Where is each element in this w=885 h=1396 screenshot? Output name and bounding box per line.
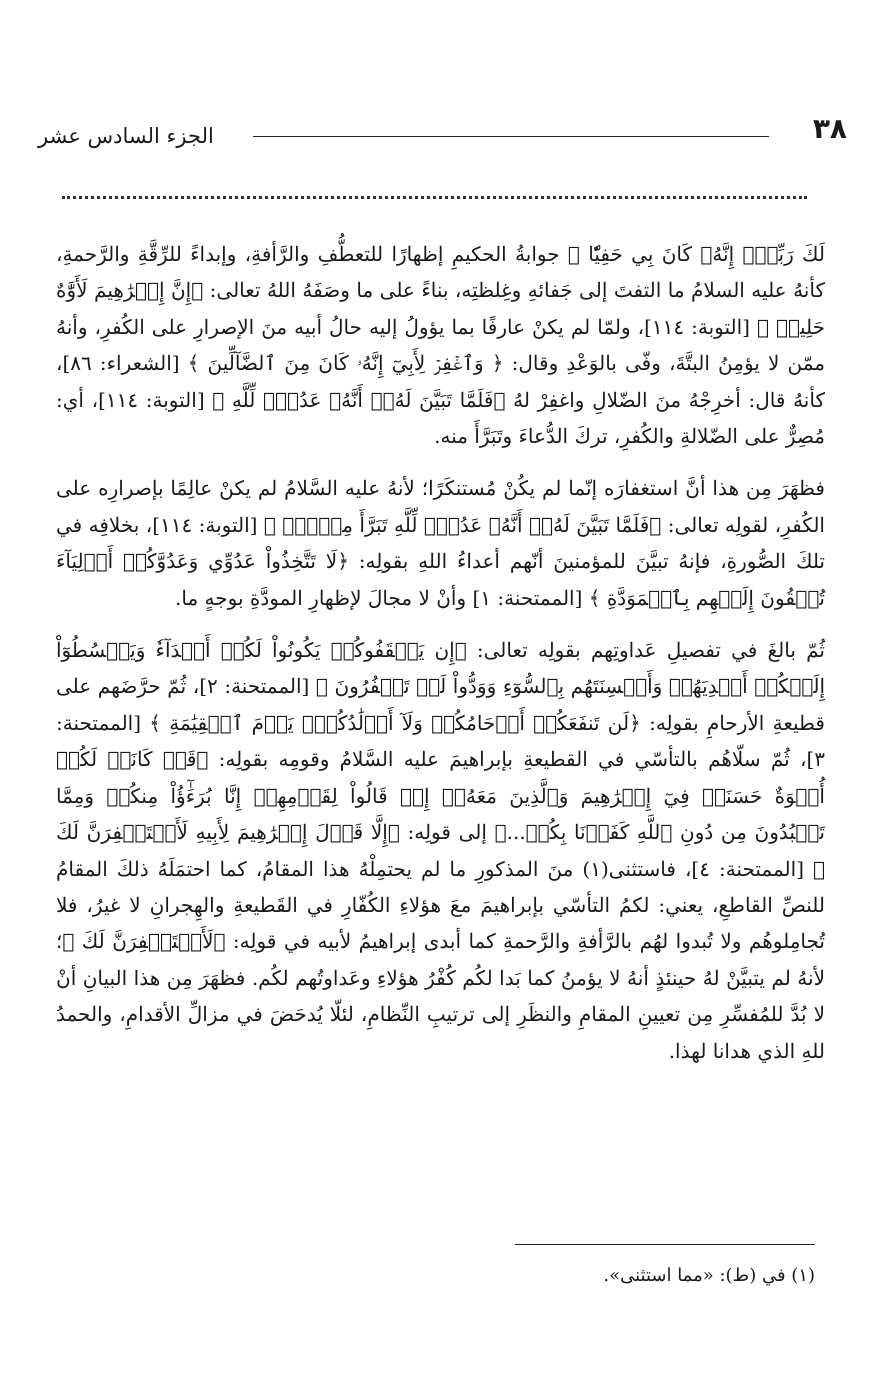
paragraph-1: لَكَ رَبِّيٓۖ إِنَّهُۥ كَانَ بِي حَفِيّٗا ﴾ جوابةُ الحكيمِ إظهارًا للتعطُّفِ والرَّأفةِ، وإبداءً للرِّقَّةِ والرَّحمةِ، كأنهُ عليه السلامُ ما التفتَ إلى جَفائهِ وغِلظتِه، بناءً على ما وصَفَهُ اللهُ تعالى: ﴿إِنَّ إِبۡرَٰهِيمَ لَأَوَّٰهٌ حَلِيمٞ ﴾ [التوبة: ١١٤]، ولمّا لم يكنْ عارفًا بما يؤولُ إليه حالُ أبيه منَ الإصرارِ على الكُفرِ، وأنهُ ممّن لا يؤمِنُ البتَّةَ، وفّى بالوَعْدِ وقال: ﴿ وَٱغۡفِرۡ لِأَبِيٓ إِنَّهُۥ كَانَ مِنَ ٱلضَّآلِّينَ ﴾ [الشعراء: ٨٦]، كأنهُ قال: أخرِجْهُ منَ الضّلالِ واغفِرْ لهُ ﴿فَلَمَّا تَبَيَّنَ لَهُۥٓ أَنَّهُۥ عَدُوّٞ لِّلَّهِ ﴾ [التوبة: ١١٤]، أي: مُصِرٌّ على الضّلالةِ والكُفرِ، تركَ الدُّعاءَ وتَبَرَّأَ منه.	[56, 242, 825, 449]
main-text	[56, 236, 825, 1085]
footnote-rule	[515, 1244, 815, 1245]
paragraph-2: فظهَرَ مِن هذا أنَّ استغفارَه إنّما لم يكُنْ مُستنكَرًا؛ لأنهُ عليه السَّلامُ لم يكنْ عالِمًا بإصرارِه على الكُفرِ، لقولِه تعالى: ﴿فَلَمَّا تَبَيَّنَ لَهُۥٓ أَنَّهُۥ عَدُوّٞ لِّلَّهِ تَبَرَّأَ مِنۡهُۚ ﴾ [التوبة: ١١٤]، بخلافِه في تلكَ الصُّورةِ، فإنهُ تبيَّنَ للمؤمنينَ أنّهم أعداءُ اللهِ بقولِه: ﴿لَا تَتَّخِذُواْ عَدُوِّي وَعَدُوَّكُمۡ أَوۡلِيَآءَ تُلۡقُونَ إِلَيۡهِم بِٱلۡمَوَدَّةِ ﴾ [الممتحنة: ١] وأنْ لا مجالَ لإظهارِ المودَّةِ بوجهٍ ما.	[56, 476, 826, 610]
page-header	[38, 112, 847, 158]
dotted-separator	[62, 196, 807, 209]
volume-title: الجزء السادس عشر	[38, 124, 214, 148]
page-number: ٣٨	[812, 112, 847, 145]
footnote: (١) في (ط): «مما استثنى».	[603, 1265, 815, 1286]
paragraph-3: ثُمّ بالغَ في تفصيلِ عَداوتِهم بقولِه تعالى: ﴿إِن يَثۡقَفُوكُمۡ يَكُونُواْ لَكُمۡ أَعۡدَآءٗ وَيَبۡسُطُوٓاْ إِلَيۡكُمۡ أَيۡدِيَهُمۡ وَأَلۡسِنَتَهُم بِٱلسُّوٓءِ وَوَدُّواْ لَوۡ تَكۡفُرُونَ ﴾ [الممتحنة: ٢]، ثُمّ حرَّضَهم على قطيعةِ الأرحامِ بقولِه: ﴿لَن تَنفَعَكُمۡ أَرۡحَامُكُمۡ وَلَآ أَوۡلَٰدُكُمۡۚ يَوۡمَ ٱلۡقِيَٰمَةِ ﴾ [الممتحنة: ٣]، ثُمّ سلّاهُم بالتأسّي في القطيعةِ بإبراهيمَ عليه السَّلامُ وقومِه بقولِه: ﴿قَدۡ كَانَتۡ لَكُمۡ أُسۡوَةٌ حَسَنَةٞ فِيٓ إِبۡرَٰهِيمَ وَٱلَّذِينَ مَعَهُۥٓ إِذۡ قَالُواْ لِقَوۡمِهِمۡ إِنَّا بُرَءَٰٓؤُاْ مِنكُمۡ وَمِمَّا تَعۡبُدُونَ مِن دُونِ ٱللَّهِ كَفَرۡنَا بِكُمۡ...﴾ إلى قولِه: ﴿إِلَّا قَوۡلَ إِبۡرَٰهِيمَ لِأَبِيهِ لَأَسۡتَغۡفِرَنَّ لَكَ ﴾ [الممتحنة: ٤]، فاستثنى(١) منَ المذكورِ ما لم يحتمِلْهُ هذا المقامُ، كما احتمَلَهُ ذلكَ المقامُ للنصِّ القاطعِ، يعني: لكمُ التأسّي بإبراهيمَ معَ هؤلاءِ الكُفّارِ في القَطيعةِ والهِجرانِ لا غيرُ، فلا تُجامِلوهُم ولا تُبدوا لهُم بالرَّأفةِ والرَّحمةِ كما أبدى إبراهيمُ لأبيه في قولِه: ﴿لَأَسۡتَغۡفِرَنَّ لَكَ ﴾؛ لأنهُ لم يتبيَّنْ لهُ حينئذٍ أنهُ لا يؤمنُ كما بَدا لكُم كُفْرُ هؤلاءِ وعَداوتُهم لكُم. فظهَرَ مِن هذا البيانِ أنْ لا بُدَّ للمُفسِّرِ مِن تعيينِ المقامِ والنظَرِ إلى ترتيبِ النِّظامِ، لئلّا يُدحَضَ في مزالِّ الأقدامِ، والحمدُ للهِ الذي هدانا لهذا.	[56, 638, 825, 1063]
header-rule	[253, 136, 769, 137]
